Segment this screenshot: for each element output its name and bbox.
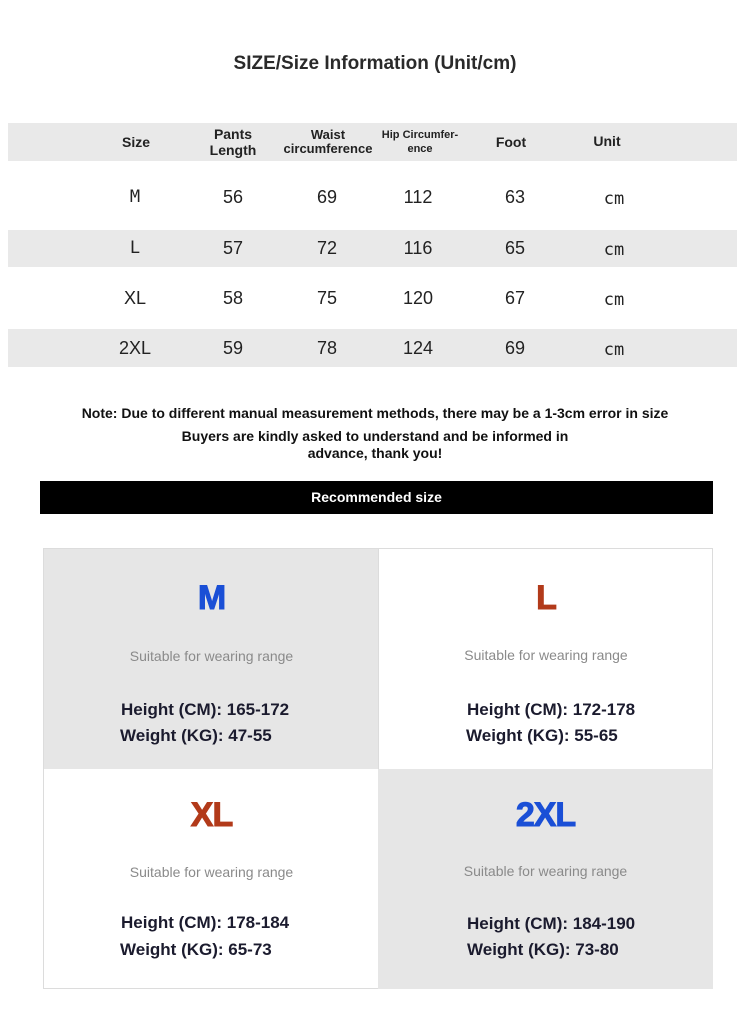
header-waist: Waist circumference xyxy=(283,127,373,156)
cell-unit: cm xyxy=(603,290,625,310)
card-range-label: Suitable for wearing range xyxy=(129,864,294,880)
cell-size: XL xyxy=(123,288,147,308)
cell-hip: 112 xyxy=(403,187,433,207)
header-unit: Unit xyxy=(593,133,621,149)
cell-length: 57 xyxy=(222,238,244,258)
card-height: Height (CM): 172-178 xyxy=(467,700,636,719)
table-row xyxy=(8,329,737,367)
cell-hip: 116 xyxy=(403,238,433,258)
table-row xyxy=(8,230,737,267)
card-size-label: L xyxy=(536,579,556,617)
card-range-label: Suitable for wearing range xyxy=(463,863,628,879)
note-line-1: Note: Due to different manual measurement methods, there may be a 1-3cm error in size xyxy=(81,405,669,421)
cell-waist: 72 xyxy=(316,238,338,258)
card-xl xyxy=(44,769,379,989)
cell-foot: 63 xyxy=(504,187,526,207)
cell-size: L xyxy=(129,238,141,258)
card-weight: Weight (KG): 55-65 xyxy=(466,726,618,745)
card-l xyxy=(378,549,713,769)
recommended-size-banner: Recommended size xyxy=(40,481,713,514)
card-weight: Weight (KG): 73-80 xyxy=(467,940,619,959)
cell-foot: 65 xyxy=(504,238,526,258)
card-height: Height (CM): 184-190 xyxy=(467,914,636,933)
cell-size: 2XL xyxy=(118,338,152,358)
card-size-label: XL xyxy=(190,796,233,834)
note-line-3: advance, thank you! xyxy=(307,445,443,461)
cell-unit: cm xyxy=(603,340,625,360)
card-m xyxy=(44,549,379,769)
cell-foot: 67 xyxy=(504,288,526,308)
card-weight: Weight (KG): 65-73 xyxy=(120,940,272,959)
table-row xyxy=(8,274,737,320)
card-2xl xyxy=(378,769,713,989)
table-header xyxy=(8,123,737,161)
card-range-label: Suitable for wearing range xyxy=(464,647,628,663)
cell-unit: cm xyxy=(603,240,625,260)
cell-foot: 69 xyxy=(504,338,526,358)
card-height: Height (CM): 165-172 xyxy=(121,700,290,719)
cell-unit: cm xyxy=(603,189,625,209)
cell-waist: 75 xyxy=(316,288,338,308)
page-title: SIZE/Size Information (Unit/cm) xyxy=(233,53,517,74)
header-pants-length: Pants Length xyxy=(209,126,257,158)
recommendation-grid xyxy=(43,548,713,989)
cell-length: 59 xyxy=(222,338,244,358)
size-table xyxy=(8,123,737,161)
cell-waist: 69 xyxy=(316,187,338,207)
card-range-label: Suitable for wearing range xyxy=(129,648,294,664)
cell-size: M xyxy=(129,187,141,207)
cell-length: 58 xyxy=(222,288,244,308)
cell-hip: 120 xyxy=(402,288,434,308)
header-hip: Hip Circumfer-ence xyxy=(381,129,459,155)
card-weight: Weight (KG): 47-55 xyxy=(120,726,272,745)
card-size-label: M xyxy=(197,579,226,617)
table-row xyxy=(8,174,737,220)
cell-waist: 78 xyxy=(316,338,338,358)
header-foot: Foot xyxy=(495,134,527,150)
note-line-2: Buyers are kindly asked to understand and be informed in xyxy=(181,428,569,444)
header-size: Size xyxy=(121,134,150,150)
card-size-label: 2XL xyxy=(515,796,576,834)
card-height: Height (CM): 178-184 xyxy=(121,913,290,932)
cell-hip: 124 xyxy=(402,338,434,358)
cell-length: 56 xyxy=(222,187,244,207)
